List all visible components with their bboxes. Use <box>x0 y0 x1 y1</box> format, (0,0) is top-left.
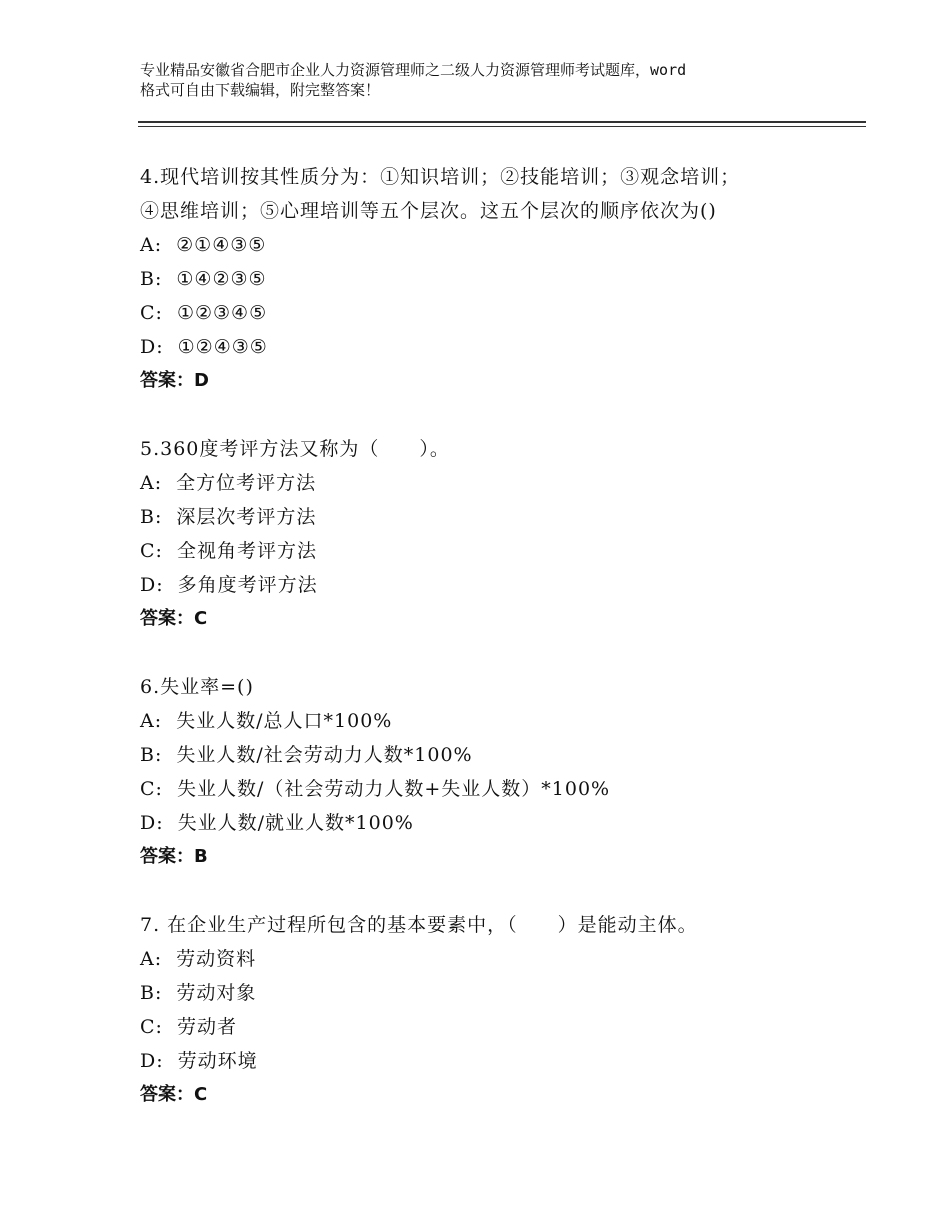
option-c <box>140 1010 840 1044</box>
question-text: 6.失业率=() <box>140 676 254 698</box>
option-d <box>140 1044 840 1078</box>
option-letter: B: <box>140 982 163 1004</box>
header-line-2: 格式可自由下载编辑，附完整答案！ <box>140 81 381 99</box>
question-text: 5.360度考评方法又称为（ ）。 <box>140 438 450 460</box>
option-a <box>140 704 840 738</box>
option-letter: A: <box>140 710 163 732</box>
option-letter: D: <box>140 574 164 596</box>
option-letter: A: <box>140 234 163 256</box>
option-text: ①④②③⑤ <box>176 268 267 290</box>
header-line-1: 专业精品安徽省合肥市企业人力资源管理师之二级人力资源管理师考试题库，word <box>140 61 687 79</box>
option-text: 失业人数/就业人数*100% <box>177 812 414 834</box>
option-c <box>140 296 840 330</box>
question-text: ④思维培训；⑤心理培训等五个层次。这五个层次的顺序依次为() <box>140 200 717 222</box>
question-4 <box>140 160 840 398</box>
question-text: 4.现代培训按其性质分为：①知识培训；②技能培训；③观念培训； <box>140 166 741 188</box>
option-text: 多角度考评方法 <box>177 574 318 596</box>
header-divider-thick <box>138 121 866 123</box>
option-text: ①②④③⑤ <box>177 336 268 358</box>
option-text: 全方位考评方法 <box>176 472 317 494</box>
option-text: 失业人数/社会劳动力人数*100% <box>176 744 473 766</box>
option-letter: B: <box>140 268 163 290</box>
option-a <box>140 942 840 976</box>
option-letter: D: <box>140 812 164 834</box>
option-text: 深层次考评方法 <box>176 506 317 528</box>
option-letter: A: <box>140 472 163 494</box>
option-letter: B: <box>140 506 163 528</box>
option-letter: C: <box>140 1016 163 1038</box>
option-text: 失业人数/总人口*100% <box>176 710 393 732</box>
question-text: 7. 在企业生产过程所包含的基本要素中，（ ）是能动主体。 <box>140 914 698 936</box>
option-b <box>140 738 840 772</box>
option-text: ①②③④⑤ <box>176 302 268 324</box>
option-d <box>140 330 840 364</box>
option-b <box>140 500 840 534</box>
option-text: 劳动环境 <box>177 1050 258 1072</box>
option-d <box>140 806 840 840</box>
option-letter: C: <box>140 778 163 800</box>
option-text: 失业人数/（社会劳动力人数+失业人数）*100% <box>176 778 611 800</box>
question-6 <box>140 670 840 874</box>
option-letter: C: <box>140 540 163 562</box>
answer-label: 答案：C <box>140 608 208 629</box>
option-letter: C: <box>140 302 163 324</box>
answer-label: 答案：D <box>140 370 209 391</box>
option-letter: A: <box>140 948 163 970</box>
question-list <box>140 160 840 1146</box>
answer-label: 答案：C <box>140 1084 208 1105</box>
option-text: 劳动对象 <box>176 982 257 1004</box>
option-letter: D: <box>140 1050 164 1072</box>
option-letter: B: <box>140 744 163 766</box>
option-a <box>140 466 840 500</box>
option-text: 劳动者 <box>176 1016 237 1038</box>
option-text: ②①④③⑤ <box>176 234 267 256</box>
option-c <box>140 534 840 568</box>
option-c <box>140 772 840 806</box>
question-5 <box>140 432 840 636</box>
option-d <box>140 568 840 602</box>
option-b <box>140 262 840 296</box>
header-divider-thin <box>138 126 866 127</box>
option-b <box>140 976 840 1010</box>
option-letter: D: <box>140 336 164 358</box>
option-a <box>140 228 840 262</box>
question-7 <box>140 908 840 1112</box>
document-header <box>140 60 830 100</box>
option-text: 全视角考评方法 <box>176 540 317 562</box>
option-text: 劳动资料 <box>176 948 257 970</box>
answer-label: 答案：B <box>140 846 208 867</box>
